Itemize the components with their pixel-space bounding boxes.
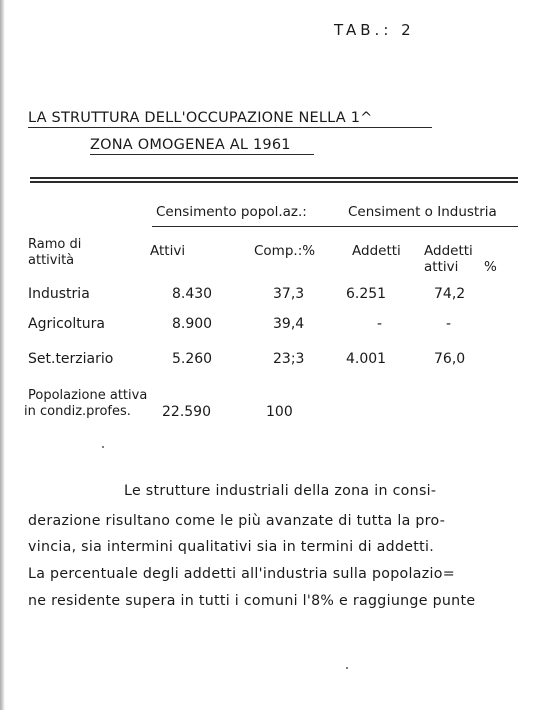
col-header-branch-line2: attività bbox=[28, 253, 75, 268]
group-header-industry-census: Censiment o Industria bbox=[348, 204, 497, 220]
table-row-1-active-pct: 74,2 bbox=[434, 286, 466, 302]
paragraph-line-3: vincia, sia intermini qualitativi sia in termini di addetti. bbox=[28, 539, 435, 555]
group-header-rule bbox=[152, 226, 518, 227]
table-top-rule-1 bbox=[30, 177, 518, 179]
col-header-active: Attivi bbox=[150, 243, 186, 259]
table-row-2-branch: Agricoltura bbox=[28, 316, 105, 332]
col-header-branch-line1: Ramo di bbox=[28, 237, 82, 252]
col-header-employees: Addetti bbox=[352, 243, 401, 259]
table-row-3-branch: Set.terziario bbox=[28, 351, 114, 367]
table-row-1-active: 8.430 bbox=[172, 286, 213, 302]
table-row-3-comp: 23;3 bbox=[273, 351, 305, 367]
title-underline-2 bbox=[90, 154, 314, 155]
table-row-3-active-pct: 76,0 bbox=[434, 351, 466, 367]
col-header-percent: % bbox=[484, 259, 497, 275]
paragraph-line-2: derazione risultano come le più avanzate di tutta la pro- bbox=[28, 513, 446, 529]
table-row-2-active-pct: - bbox=[446, 316, 452, 332]
total-active: 22.590 bbox=[162, 404, 211, 420]
scan-speck bbox=[102, 446, 104, 448]
scan-margin-shadow bbox=[0, 0, 5, 710]
col-header-active-employees-line1: Addetti bbox=[424, 243, 473, 259]
table-top-rule-2 bbox=[30, 181, 518, 183]
title-underline-1 bbox=[28, 127, 432, 128]
col-header-active-employees-line2: attivi bbox=[424, 259, 459, 275]
table-row-3-employees: 4.001 bbox=[346, 351, 387, 367]
paragraph-line-1: Le strutture industriali della zona in consi- bbox=[124, 483, 437, 499]
scan-speck bbox=[346, 667, 348, 669]
table-row-2-employees: - bbox=[377, 316, 383, 332]
total-comp: 100 bbox=[266, 404, 293, 420]
table-row-1-branch: Industria bbox=[28, 286, 90, 302]
table-number: TAB.: 2 bbox=[334, 21, 415, 39]
table-row-3-active: 5.260 bbox=[172, 351, 213, 367]
document-title-line-2: ZONA OMOGENEA AL 1961 bbox=[90, 137, 291, 153]
table-row-1-comp: 37,3 bbox=[273, 286, 305, 302]
table-row-1-employees: 6.251 bbox=[346, 286, 387, 302]
col-header-comp: Comp.:% bbox=[254, 243, 316, 259]
total-label-line1: Popolazione attiva bbox=[28, 388, 148, 403]
total-label-line2: in condiz.profes. bbox=[24, 404, 131, 419]
table-row-2-active: 8.900 bbox=[172, 316, 213, 332]
paragraph-line-5: ne residente supera in tutti i comuni l'8% e raggiunge punte bbox=[28, 593, 476, 609]
table-row-2-comp: 39,4 bbox=[273, 316, 305, 332]
paragraph-line-4: La percentuale degli addetti all'industria sulla popolazio= bbox=[28, 566, 455, 582]
document-title-line-1: LA STRUTTURA DELL'OCCUPAZIONE NELLA 1^ bbox=[28, 110, 373, 126]
group-header-population-census: Censimento popol.az.: bbox=[156, 204, 307, 220]
